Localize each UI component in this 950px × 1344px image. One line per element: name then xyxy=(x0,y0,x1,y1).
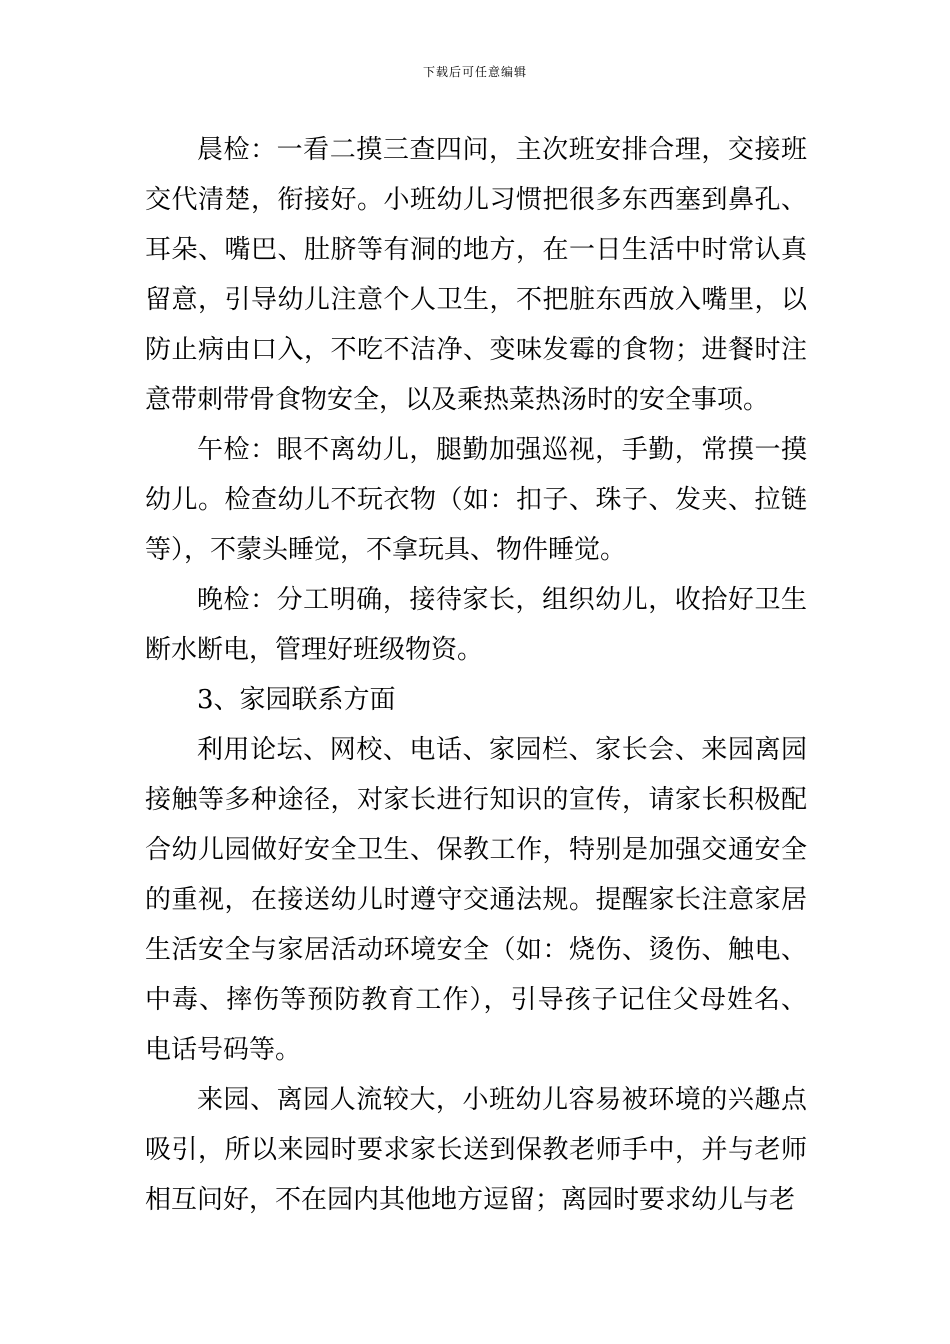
paragraph-noon-check: 午检：眼不离幼儿，腿勤加强巡视，手勤，常摸一摸幼儿。检查幼儿不玩衣物（如：扣子、珠子、发夹、拉链等），不蒙头睡觉，不拿玩具、物件睡觉。 xyxy=(145,435,807,565)
page-header: 下载后可任意编辑 xyxy=(422,65,527,79)
paragraph-evening-check: 晚检：分工明确，接待家长，组织幼儿，收拾好卫生断水断电，管理好班级物资。 xyxy=(145,585,807,665)
paragraph-morning-check: 晨检：一看二摸三查四问，主次班安排合理，交接班交代清楚，衔接好。小班幼儿习惯把很多东西塞到鼻孔、耳朵、嘴巴、肚脐等有洞的地方，在一日生活中时常认真留意，引导幼儿注意个人卫生，不把脏东西放入嘴里，以防止病由口入，不吃不洁净、变味发霉的食物；进餐时注意带刺带骨食物安全，以及乘热菜热汤时的安全事项。 xyxy=(145,135,807,415)
paragraph-home-school-contact: 利用论坛、网校、电话、家园栏、家长会、来园离园接触等多种途径，对家长进行知识的宣传，请家长积极配合幼儿园做好安全卫生、保教工作，特别是加强交通安全的重视，在接送幼儿时遵守交通法规。提醒家长注意家居生活安全与家居活动环境安全（如：烧伤、烫伤、触电、中毒、摔伤等预防教育工作），引导孩子记住父母姓名、电话号码等。 xyxy=(145,735,807,1065)
paragraph-arrival-departure: 来园、离园人流较大，小班幼儿容易被环境的兴趣点吸引，所以来园时要求家长送到保教老师手中，并与老师相互问好，不在园内其他地方逗留；离园时要求幼儿与老 xyxy=(145,1085,807,1215)
document-body xyxy=(145,125,807,1225)
section-heading-home-school: 3、家园联系方面 xyxy=(197,685,396,715)
